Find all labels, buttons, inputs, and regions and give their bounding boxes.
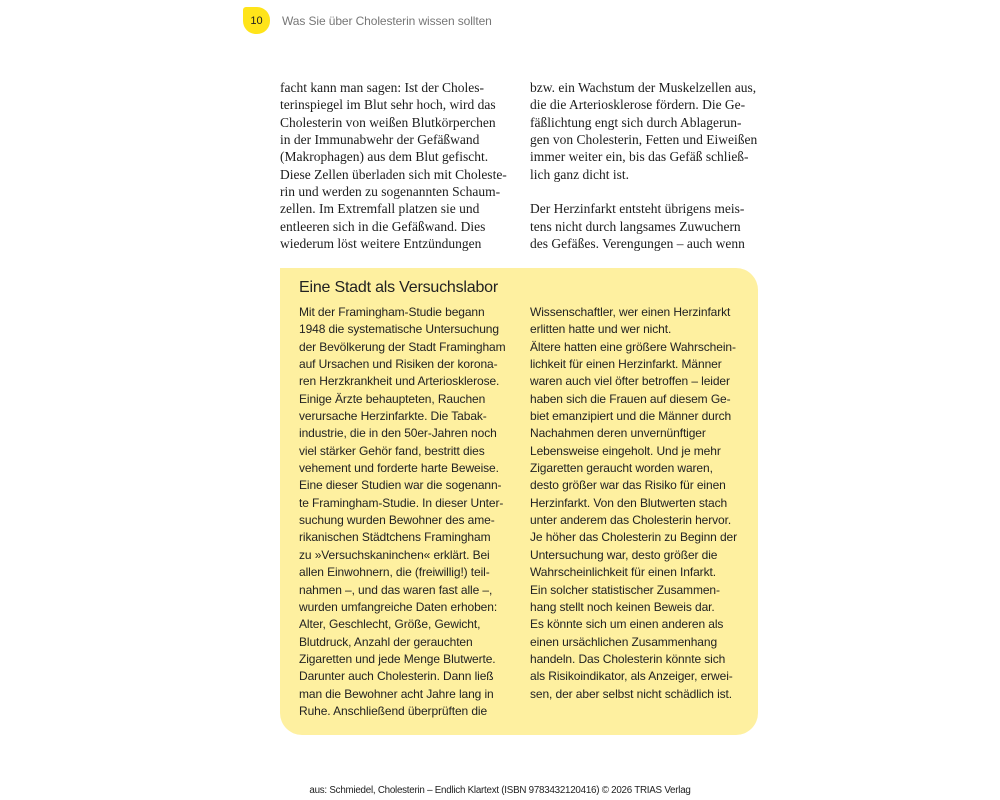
- text-line: haben sich die Frauen auf diesem Ge-: [530, 391, 731, 406]
- text-line: verursache Herzinfarkte. Die Tabak-: [299, 409, 487, 424]
- text-line: Darunter auch Cholesterin. Dann ließ: [299, 669, 494, 684]
- text-line: ren Herzkrankheit und Arteriosklerose.: [299, 374, 500, 389]
- text-line: Es könnte sich um einen anderen als: [530, 617, 724, 632]
- text-line: allen Einwohnern, die (freiwillig!) teil-: [299, 565, 490, 580]
- text-line: 1948 die systematische Untersuchung: [299, 322, 499, 337]
- text-line: terinspiegel im Blut sehr hoch, wird das: [280, 97, 496, 113]
- text-line: unter anderem das Cholesterin hervor.: [530, 513, 732, 528]
- text-line: Mit der Framingham-Studie begann: [299, 305, 485, 319]
- text-line: viel stärker Gehör fand, bestritt dies: [299, 443, 485, 458]
- text-line: einen ursächlichen Zusammenhang: [530, 634, 718, 649]
- text-line: der Bevölkerung der Stadt Framingham: [299, 339, 506, 354]
- text-line: Lebensweise eingeholt. Und je mehr: [530, 443, 721, 458]
- text-line: handeln. Das Cholesterin könnte sich: [530, 651, 726, 666]
- text-line: sen, der aber selbst nicht schädlich ist.: [530, 686, 733, 701]
- text-line: zellen. Im Extremfall platzen sie und: [280, 201, 480, 217]
- text-line: te Framingham-Studie. In dieser Unter-: [299, 495, 504, 510]
- text-line: lichkeit für einen Herzinfarkt. Männer: [530, 357, 722, 372]
- body-column-right: [530, 79, 757, 252]
- text-line: Nachahmen deren unvernünftiger: [530, 426, 706, 441]
- text-line: Ein solcher statistischer Zusammen-: [530, 582, 720, 597]
- text-line: facht kann man sagen: Ist der Choles-: [280, 80, 484, 95]
- text-line: auf Ursachen und Risiken der korona-: [299, 357, 498, 372]
- text-line: lich ganz dicht ist.: [530, 166, 629, 182]
- text-line: vehement und forderte harte Beweise.: [299, 461, 499, 476]
- text-line: Ältere hatten eine größere Wahrschein-: [530, 339, 736, 354]
- text-line: tens nicht durch langsames Zuwuchern: [530, 218, 741, 234]
- text-line: Zigaretten und jede Menge Blutwerte.: [299, 651, 496, 666]
- text-line: immer weiter ein, bis das Gefäß schließ-: [530, 149, 749, 165]
- text-line: suchung wurden Bewohner des ame-: [299, 513, 495, 528]
- infobox: [280, 268, 758, 735]
- infobox-column-left: [299, 304, 506, 720]
- text-line: gen von Cholesterin, Fetten und Eiweißen: [530, 131, 758, 147]
- text-line: waren auch viel öfter betroffen – leider: [530, 374, 730, 389]
- text-line: Cholesterin von weißen Blutkörperchen: [280, 114, 496, 130]
- text-line: entleeren sich in die Gefäßwand. Dies: [280, 218, 486, 234]
- text-line: nahmen –, und das waren fast alle –,: [299, 582, 493, 597]
- text-line: rikanischen Städtchens Framingham: [299, 530, 491, 545]
- text-line: Ruhe. Anschließend überprüften die: [299, 703, 488, 718]
- body-column-left: [280, 79, 507, 252]
- text-line: als Risikoindikator, als Anzeiger, erwei-: [530, 669, 733, 684]
- text-line: des Gefäßes. Verengungen – auch wenn: [530, 235, 745, 251]
- text-line: industrie, die in den 50er-Jahren noch: [299, 426, 497, 441]
- text-line: wiederum löst weitere Entzündungen: [280, 235, 482, 251]
- text-line: hang stellt noch keinen Beweis dar.: [530, 599, 715, 614]
- body-paragraph: [530, 79, 757, 183]
- text-line: (Makrophagen) aus dem Blut gefischt.: [280, 149, 489, 165]
- infobox-column-right: [530, 304, 737, 703]
- text-line: bzw. ein Wachstum der Muskelzellen aus,: [530, 80, 757, 95]
- page-number-badge: [243, 7, 270, 34]
- body-paragraph: [280, 79, 507, 252]
- text-line: die die Arteriosklerose fördern. Die Ge-: [530, 97, 746, 113]
- text-line: Einige Ärzte behaupteten, Rauchen: [299, 391, 486, 406]
- text-line: Blutdruck, Anzahl der gerauchten: [299, 634, 473, 649]
- text-line: Wahrscheinlichkeit für einen Infarkt.: [530, 565, 716, 580]
- text-line: Eine dieser Studien war die sogenann-: [299, 478, 502, 493]
- text-line: man die Bewohner acht Jahre lang in: [299, 686, 494, 701]
- text-line: fäßlichtung engt sich durch Ablagerun-: [530, 114, 742, 130]
- text-line: erlitten hatte und wer nicht.: [530, 322, 672, 337]
- text-line: Herzinfarkt. Von den Blutwerten stach: [530, 495, 728, 510]
- running-title: Was Sie über Cholesterin wissen sollten: [282, 14, 492, 28]
- text-line: Der Herzinfarkt entsteht übrigens meis-: [530, 201, 745, 217]
- footer-credit: aus: Schmiedel, Cholesterin – Endlich Klartext (ISBN 9783432120416) © 2026 TRIAS Verlag: [309, 785, 691, 796]
- text-line: rin und werden zu sogenannten Schaum-: [280, 183, 501, 199]
- text-line: biet emanzipiert und die Männer durch: [530, 409, 732, 424]
- text-line: Zigaretten geraucht worden waren,: [530, 461, 713, 476]
- text-line: Diese Zellen überladen sich mit Choleste-: [280, 166, 507, 182]
- text-line: wurden umfangreiche Daten erhoben:: [299, 599, 498, 614]
- text-line: in der Immunabwehr der Gefäßwand: [280, 131, 480, 147]
- text-line: Je höher das Cholesterin zu Beginn der: [530, 530, 737, 545]
- body-paragraph: [530, 200, 757, 252]
- infobox-title: Eine Stadt als Versuchslabor: [299, 279, 498, 296]
- text-line: Alter, Geschlecht, Größe, Gewicht,: [299, 617, 481, 632]
- text-line: desto größer war das Risiko für einen: [530, 478, 726, 493]
- text-line: zu »Versuchskaninchen« erklärt. Bei: [299, 547, 490, 562]
- text-line: Wissenschaftler, wer einen Herzinfarkt: [530, 305, 731, 319]
- text-line: Untersuchung war, desto größer die: [530, 547, 718, 562]
- page-number: 10: [250, 14, 263, 27]
